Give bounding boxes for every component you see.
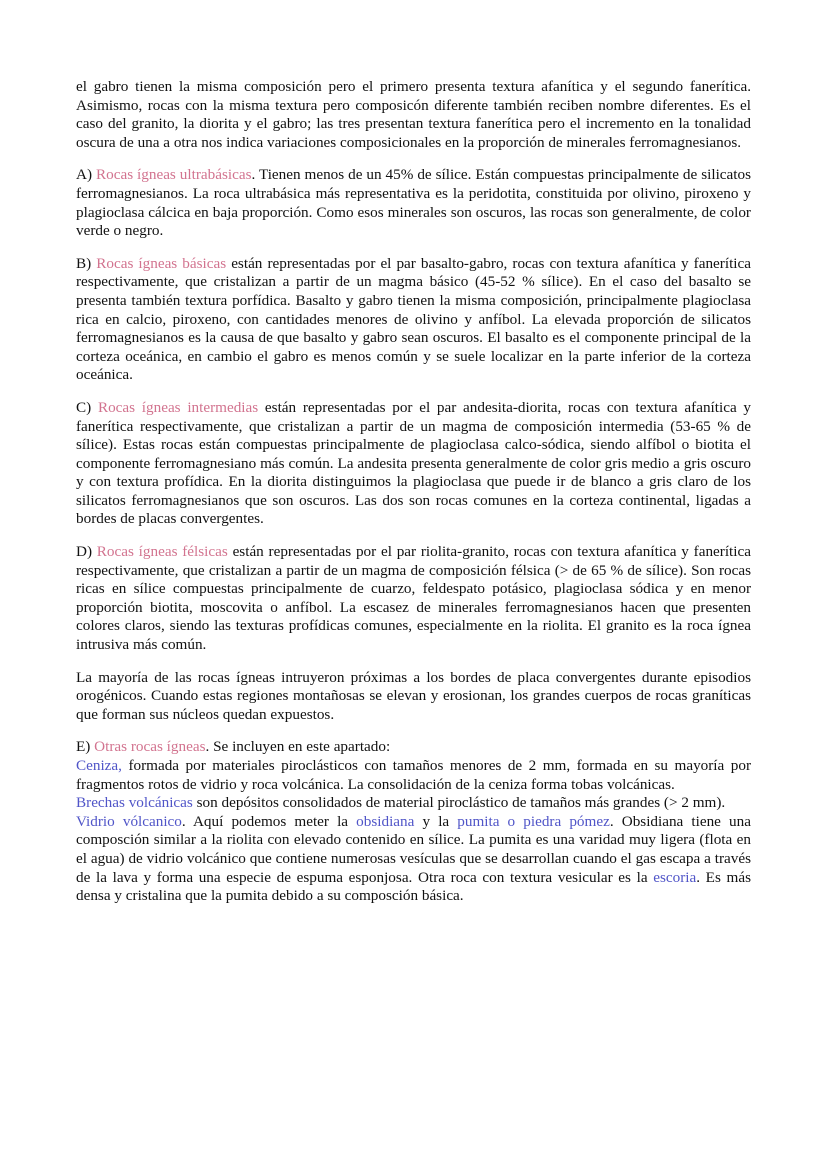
paragraph-vidrio [76, 813, 751, 906]
body-text-run: La mayoría de las rocas ígneas intruyeron próximas a los bordes de placa convergentes durante episodios orogénicos. Cuando estas regiones montañosas se elevan y erosionan, los grandes cuerpos de rocas graníticas que forman sus núcleos quedan expuestos. [76, 668, 751, 723]
body-text-run: . Tienen menos de un 45% de sílice. Están compuestas principalmente de silicatos ferromagnesianos. La roca ultrabásica más representativa es la peridotita, constituida por olivino, piroxeno y plagioclasa cálcica en baja proporción. Como esos minerales son oscuros, las rocas son generalmente, de color verde o negro. [76, 166, 751, 240]
highlighted-term: escoria [653, 868, 697, 886]
section-heading-term: Rocas ígneas ultrabásicas [95, 166, 252, 184]
body-text-run: son depósitos consolidados de material piroclástico de tamaños más grandes (> 2 mm). [192, 794, 726, 812]
highlighted-term: Vidrio vólcanico [76, 812, 182, 830]
paragraph-section-b [76, 255, 751, 385]
section-heading-term: Rocas ígneas félsicas [96, 543, 228, 561]
body-text-run: D) [76, 543, 97, 561]
paragraph-section-d [76, 543, 751, 655]
body-text-run: C) [76, 398, 98, 416]
body-text-run: B) [76, 254, 97, 272]
body-text-run: . Es más densa y cristalina que la pumita debido a su composción básica. [76, 868, 751, 905]
paragraph-section-e [76, 738, 751, 757]
paragraph-intro [76, 78, 751, 152]
body-text-run: A) [76, 166, 96, 184]
highlighted-term: obsidiana [356, 812, 415, 830]
document-text-body [76, 78, 751, 920]
paragraph-ceniza [76, 757, 751, 794]
paragraph-section-c [76, 399, 751, 529]
body-text-run: E) [76, 738, 95, 756]
body-text-run: están representadas por el par riolita-granito, rocas con textura afanítica y fanerítica respectivamente, que cristalizan a partir de un magma de composición félsica (> de 65 % de sílice). Son rocas ricas en sílice compuestas principalmente de cuarzo, feldespato potásico, plagioclasa sódica y en menor proporción biotita, moscovita o anfíbol. La escasez de minerales ferromagnesianos hacen que presenten colores claros, siendo las texturas profídicas comunes, especialmente en la riolita. El granito es la roca ígnea intrusiva más común. [76, 543, 751, 654]
body-text-run: y la [414, 812, 458, 830]
body-text-run: formada por materiales piroclásticos con tamaños menores de 2 mm, formada en su mayoría por fragmentos rotos de vidrio y roca volcánica. La consolidación de la ceniza forma tobas volcánicas. [76, 757, 751, 793]
section-heading-term: Rocas ígneas intermedias [97, 398, 259, 416]
body-text-run: están representadas por el par basalto-gabro, rocas con textura afanítica y fanerítica respectivamente, que cristalizan a partir de un magma básico (45-52 % sílice). En el caso del basalto se presenta también textura porfídica. Basalto y gabro tienen la misma composición, principalmente plagioclasa rica en calcio, piroxeno, con cantidades menores de olivino y anfíbol. La elevada proporción de silicatos ferromagnesianos es la causa de que basalto y gabro sean oscuros. El basalto es el componente principal de la corteza oceánica, en cambio el gabro es menos común y se suele localizar en la parte inferior de la corteza oceánica. [76, 254, 752, 384]
body-text-run: . Aquí podemos meter la [181, 812, 357, 830]
paragraph-section-d-continued [76, 669, 751, 725]
highlighted-term: Ceniza, [76, 757, 122, 774]
highlighted-term: Brechas volcánicas [76, 794, 193, 812]
section-heading-term: Otras rocas ígneas [94, 738, 206, 756]
body-text-run: están representadas por el par andesita-diorita, rocas con textura afanítica y fanerítica respectivamente, que cristalizan a partir de un magma de composición intermedia (53-65 % de sílice). Estas rocas están compuestas principalmente de plagioclasa calco-sódica, siendo alfíbol o biotita el componente ferromagnesiano más común. La andesita presenta generalmente de color gris medio a gris oscuro y con textura profídica. En la diorita distinguimos la plagioclasa que puede ir de blanco a gris claro de los silicatos ferromagnesianos que son oscuros. Las dos son rocas comunes en la corteza continental, ligadas a bordes de placas convergentes. [76, 398, 752, 528]
highlighted-term: pumita o piedra pómez [457, 812, 610, 830]
paragraph-section-a [76, 166, 751, 240]
paragraph-brechas [76, 794, 751, 813]
body-text-run: . Se incluyen en este apartado: [205, 738, 391, 756]
section-heading-term: Rocas ígneas básicas [96, 254, 227, 272]
body-text-run: el gabro tienen la misma composición pero el primero presenta textura afanítica y el segundo fanerítica. Asimismo, rocas con la misma textura pero composicón diferente también reciben nombre diferentes. Es el caso del granito, la diorita y el gabro; las tres presentan textura fanerítica pero el incremento en la tonalidad oscura de una a otra nos indica variaciones composicionales en la proporción de minerales ferromagnesianos. [76, 78, 751, 151]
body-text-run: . Obsidiana tiene una composción similar a la riolita con elevado contenido en sílice. La pumita es una varidad muy ligera (flota en el agua) de vidrio volcánico que contiene numerosas vesículas que se desarrollan cuando el gas escapa a través de la lava y forma una especie de espuma esponjosa. Otra roca con textura vesicular es la [76, 812, 751, 886]
